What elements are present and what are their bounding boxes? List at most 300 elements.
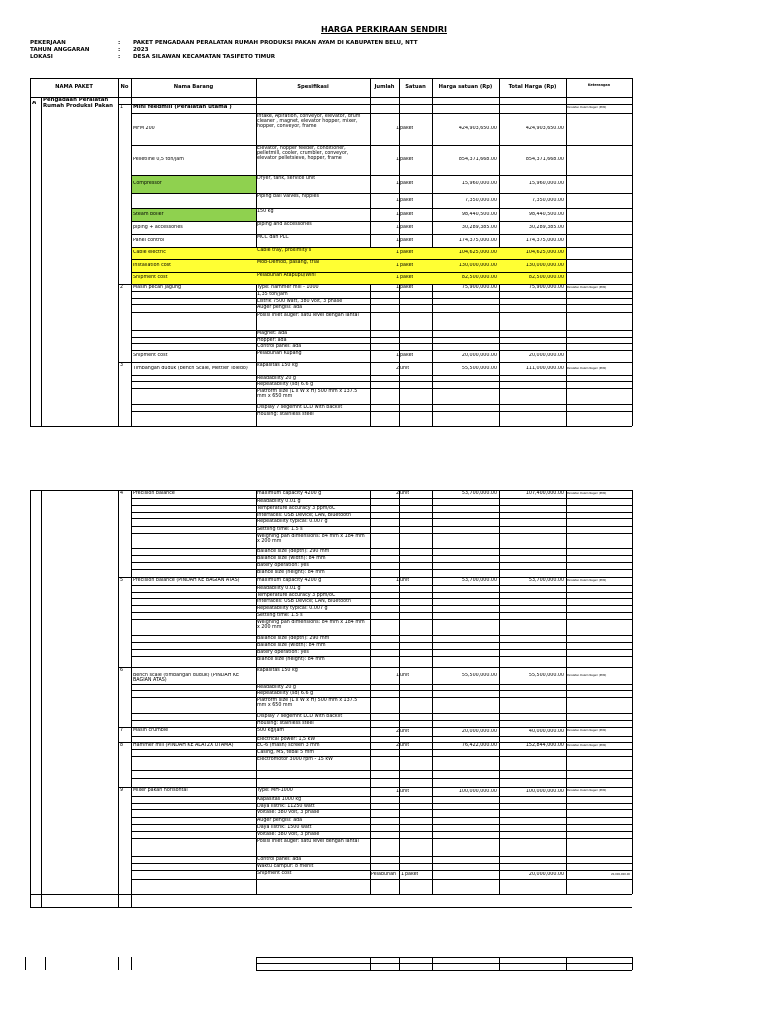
page-title: HARGA PERKIRAAN SENDIRI (321, 25, 447, 34)
grid-line (131, 605, 632, 606)
item-qty: 1 (395, 672, 399, 678)
grid-line (256, 963, 632, 964)
column-header: Harga satuan (Rp) (438, 84, 493, 90)
item-total: 98,440,500.00 (528, 211, 564, 217)
grid-line (131, 592, 632, 593)
item-spec: 500 kg/jam (257, 727, 285, 733)
item-total: 75,900,000.00 (528, 284, 564, 290)
item-unit-price: 20,000,000.00 (461, 353, 497, 359)
item-spec: Magnet: ada (257, 330, 288, 336)
item-unit: unit (400, 672, 410, 678)
grid-line (131, 803, 632, 804)
item-qty: 1 (395, 262, 399, 268)
grid-line (131, 555, 632, 556)
item-spec: Casing, MS, tebal 5 mm (257, 749, 315, 755)
grid-line (30, 490, 31, 894)
item-qty: 1 (395, 197, 399, 203)
item-qty: Pelabuhan (371, 871, 397, 877)
item-name: Timbangan duduk (bench Scale, Mettler Toledo) (133, 365, 248, 371)
column-header: NAMA PAKET (55, 84, 93, 90)
grid-line (131, 809, 632, 810)
grid-line (131, 548, 632, 549)
grid-line (370, 957, 371, 970)
grid-line (131, 697, 632, 698)
item-unit-price: 98,440,500.00 (461, 211, 497, 217)
item-spec: Interfaces: USB Device; LAN, Bluetooth (257, 512, 352, 518)
item-unit: paket (400, 224, 414, 230)
item-spec: maximum capacity 4200 g (257, 490, 322, 496)
item-spec: Weighing pan dimensions: 84 mm x 184 mm x 200 mm (257, 619, 365, 630)
grid-line (25, 957, 26, 970)
grid-line (131, 894, 132, 907)
item-unit: paket (400, 250, 414, 256)
grid-line (256, 957, 257, 970)
grid-line (632, 97, 633, 426)
grid-line (131, 193, 632, 194)
grid-line (499, 490, 500, 894)
item-unit: unit (400, 728, 410, 734)
item-note: 20,000,000.00 (611, 872, 630, 876)
item-spec: Interfaces: USB Device; LAN, Bluetooth (257, 598, 352, 604)
item-unit-price: 53,700,000.00 (461, 578, 497, 584)
column-header: Total Harga (Rp) (508, 84, 557, 90)
grid-line (131, 330, 632, 331)
item-name: Panel control (133, 237, 165, 243)
item-unit: paket (400, 197, 414, 203)
item-spec: Balance size (width): 84 mm (257, 642, 326, 648)
grid-line (131, 388, 632, 389)
item-unit: paket (400, 284, 414, 290)
item-unit-price: 75,900,000.00 (461, 284, 497, 290)
grid-line (131, 381, 632, 382)
item-number: 6 (120, 668, 124, 673)
item-unit-price: 76,422,000.00 (461, 742, 497, 748)
column-header: Keterangan (587, 83, 611, 87)
grid-line (566, 97, 567, 426)
item-spec: Housing: stainless steel (257, 720, 314, 726)
item-spec: Listrik 7500 watt, 380 volt, 3 phase (257, 298, 343, 304)
grid-line (632, 490, 633, 894)
item-spec: maximum capacity 4200 g (257, 577, 322, 583)
item-spec: 1,35 ton/jam (257, 291, 288, 297)
grid-line (41, 490, 42, 894)
item-total: 7,350,000.00 (531, 197, 564, 203)
grid-line (131, 512, 632, 513)
item-number: 2 (120, 285, 124, 290)
grid-line (499, 957, 500, 970)
grid-line (131, 78, 132, 97)
grid-line (131, 569, 632, 570)
item-note: Peralatan Dalam Negeri (PDN) (567, 744, 607, 747)
meta-label: LOKASI (30, 54, 53, 60)
meta-label: PEKERJAAN (30, 40, 66, 46)
grid-line (41, 894, 42, 907)
item-spec: Type: MH-1000 (257, 787, 293, 793)
grid-line (30, 907, 632, 908)
item-unit: paket (400, 275, 414, 281)
grid-line (499, 78, 500, 97)
grid-line (30, 78, 632, 79)
item-spec: kapasitas 150 kg (257, 362, 298, 368)
item-note: Peralatan Dalam Negeri (PDN) (567, 673, 607, 677)
item-qty: 2 (395, 491, 399, 497)
grid-line (131, 221, 632, 222)
grid-line (131, 749, 632, 750)
item-total: 174,375,000.00 (525, 237, 564, 243)
grid-line (45, 957, 46, 970)
grid-line (399, 78, 400, 97)
item-name: Installation cost (133, 262, 172, 268)
item-note: Peralatan Dalam Negeri (PDN) (567, 106, 607, 109)
item-spec: Balance size (depth): 290 mm (257, 635, 330, 641)
item-spec: kapasitas 150 kg (257, 667, 298, 673)
grid-line (131, 863, 632, 864)
item-qty: 1 (395, 578, 399, 584)
grid-line (131, 770, 632, 771)
item-qty: 1 (395, 181, 399, 187)
item-unit-price: 130,000,000.00 (458, 262, 497, 268)
item-unit: paket (400, 353, 414, 359)
item-name: Shipment cost (133, 275, 168, 280)
item-name: Mini feedmill (Peralatan utama ) (133, 105, 232, 110)
grid-line (131, 817, 632, 818)
grid-line (131, 585, 632, 586)
item-unit: paket (405, 871, 419, 877)
grid-line (432, 490, 433, 894)
item-qty: 2 (395, 728, 399, 734)
grid-line (131, 619, 632, 620)
grid-line (131, 831, 632, 832)
item-name: Precision balance (133, 491, 175, 496)
meta-label: TAHUN ANGGARAN (30, 47, 90, 53)
item-unit-price: 82,500,000.00 (461, 275, 497, 281)
grid-line (131, 505, 632, 506)
grid-line (131, 720, 632, 721)
item-qty: 1 (395, 275, 399, 281)
grid-line (632, 957, 633, 970)
item-unit: paket (400, 262, 414, 268)
item-name: Shipment cost (133, 353, 168, 358)
item-spec: Settling time: 1.5 s (257, 526, 303, 532)
item-spec: Dryer, tank, service unit (257, 175, 316, 181)
item-qty: 1 (395, 250, 399, 256)
section-letter: A (32, 101, 37, 106)
grid-line (256, 957, 632, 958)
grid-line (131, 337, 632, 338)
grid-line (131, 649, 632, 650)
item-total: 82,500,000.00 (528, 275, 564, 281)
item-qty: 2 (395, 365, 399, 371)
item-unit-price: 30,289,385.00 (461, 224, 497, 230)
item-spec: Display 7 segemnt LCD with backlit (257, 404, 343, 410)
item-qty: 1 (395, 211, 399, 217)
item-spec: 150 kg (257, 208, 274, 214)
item-note: Peralatan Dalam Negeri (PDN) (567, 789, 607, 792)
grid-line (131, 259, 632, 260)
item-unit-price: 104,625,000.00 (458, 250, 497, 256)
item-note: Peralatan Dalam Negeri (PDN) (567, 286, 607, 289)
grid-line (131, 684, 632, 685)
item-spec: Shipment cost (257, 870, 292, 876)
item-unit: paket (400, 126, 414, 132)
grid-line (118, 957, 119, 970)
grid-line (131, 291, 632, 292)
item-spec: Platform size (L x W x H) 500 mm x 137.5 mm x 650 mm (257, 388, 358, 399)
grid-line (131, 298, 632, 299)
grid-line (131, 247, 632, 248)
item-qty: 1 (395, 353, 399, 359)
item-unit: paket (400, 181, 414, 187)
item-name: MFM 200 (133, 126, 155, 131)
item-total: 424,903,650.00 (525, 126, 564, 132)
grid-line (131, 533, 632, 534)
grid-line (256, 970, 632, 971)
grid-line (566, 490, 567, 894)
item-spec: Batery operation: yes (257, 562, 309, 568)
item-note: Peralatan Dalam Negeri (PDN) (567, 729, 607, 732)
item-unit: unit (400, 578, 410, 584)
item-spec: Repeatability (sd) 6.6 g (257, 690, 314, 696)
item-total: 107,400,000.00 (525, 491, 564, 497)
item-name: Compressor (133, 181, 162, 186)
item-number: 7 (120, 728, 124, 733)
meta-value: 2023 (133, 47, 149, 53)
item-total: 111,000,000.00 (525, 365, 564, 371)
item-spec: Pelabuhan Atapupu/Wini (257, 272, 316, 278)
grid-line (131, 856, 632, 857)
grid-line (131, 362, 632, 363)
item-qty: 2 (395, 742, 399, 748)
item-name: Precision balance (PINDAH KE BAGIAN ATAS) (133, 578, 240, 583)
column-header: Satuan (405, 84, 426, 90)
grid-line (131, 312, 632, 313)
grid-line (131, 957, 132, 970)
item-total: 130,000,000.00 (525, 262, 564, 268)
grid-line (399, 957, 400, 970)
grid-line (131, 736, 632, 737)
item-spec: Blance size (height): 84 mm (257, 656, 325, 662)
grid-line (30, 894, 632, 895)
grid-line (131, 690, 632, 691)
grid-line (131, 879, 632, 880)
grid-line (30, 894, 31, 907)
item-total: 152,844,000.00 (525, 742, 564, 748)
grid-line (566, 957, 567, 970)
item-spec: EC-6 (mash) screen 3 mm (257, 742, 320, 748)
item-spec: Display 7 segemnt LCD with backlit (257, 713, 343, 719)
item-spec: Batery operation: yes (257, 649, 309, 655)
item-spec: Control panel: ada (257, 856, 302, 862)
item-unit-price: 20,000,000.00 (461, 728, 497, 734)
column-header: Nama Barang (173, 84, 214, 90)
grid-line (131, 145, 632, 146)
item-spec: Hopper: ada (257, 337, 287, 343)
grid-line (131, 490, 132, 894)
grid-line (30, 97, 31, 426)
item-note: Peralatan Dalam Negeri (PDN) (567, 492, 607, 495)
item-total: 20,000,000.00 (528, 871, 564, 877)
grid-line (131, 113, 632, 114)
item-spec: Posisi inlet auger: satu level dengan lantai (257, 312, 359, 318)
item-unit-price: 174,375,000.00 (458, 237, 497, 243)
item-unit: unit (400, 788, 410, 794)
item-note: Peralatan Dalam Negeri (PDN) (567, 579, 607, 582)
grid-line (30, 97, 632, 98)
item-qty: 1 (395, 157, 399, 163)
item-spec: Voltase: 380 volt, 3 phase (257, 809, 320, 815)
item-unit: unit (400, 491, 410, 497)
item-unit: paket (400, 157, 414, 163)
item-number: 8 (120, 743, 124, 748)
item-spec: Piping ball valves, nipples (257, 193, 319, 199)
grid-line (432, 78, 433, 97)
item-unit-price: 424,903,650.00 (458, 126, 497, 132)
item-spec: Readability 20 g (257, 375, 296, 381)
grid-line (131, 518, 632, 519)
grid-line (131, 498, 632, 499)
item-spec: Kapasitas 1000 kg (257, 796, 302, 802)
item-spec: Mob-Demob, pasang, trial (257, 259, 320, 265)
item-spec: Posisi inlet auger: satu level dengan lantai (257, 838, 359, 844)
item-spec: Balance size (width): 84 mm (257, 555, 326, 561)
item-unit-price: 55,500,000.00 (461, 365, 497, 371)
item-total: 40,000,000.00 (528, 728, 564, 734)
grid-line (131, 838, 632, 839)
item-total: 53,700,000.00 (528, 578, 564, 584)
item-unit: unit (400, 365, 410, 371)
item-spec: Electromotor 3000 rpm - 15 kW (257, 756, 333, 762)
grid-line (131, 756, 632, 757)
grid-line (131, 713, 632, 714)
item-spec: Repeatability typical: 0.007 g (257, 518, 328, 524)
item-qty: 1 (395, 224, 399, 230)
section-name: Pengadaan Peralatan Rumah Produksi Pakan (43, 97, 113, 109)
item-total: 15,960,000.00 (528, 181, 564, 187)
item-spec: Electrical power: 1,5 kW (257, 736, 316, 742)
item-spec: Temperature accuracy 3 ppm/oC (257, 592, 336, 598)
item-number: 1 (120, 105, 124, 110)
item-spec: Temperature accuracy 3 ppm/oC (257, 505, 336, 511)
grid-line (632, 78, 633, 97)
grid-line (131, 612, 632, 613)
item-spec: Blance size (height): 84 mm (257, 569, 325, 575)
grid-line (131, 208, 632, 209)
item-spec: Control panel: ada (257, 343, 302, 349)
grid-line (566, 78, 567, 97)
item-spec: Platform size (L x W x H) 500 mm x 137.5 mm x 650 mm (257, 697, 358, 708)
item-total: 100,000,000.00 (525, 788, 564, 794)
grid-line (131, 343, 632, 344)
grid-line (131, 635, 632, 636)
item-name: Mixer pakan horisontal (133, 788, 188, 793)
meta-colon: : (118, 47, 121, 53)
meta-value: PAKET PENGADAAN PERALATAN RUMAH PRODUKSI PAKAN AYAM DI KABUPATEN BELU, NTT (133, 40, 418, 46)
item-spec: Elevator, hopper feeder, conditioner, pelletmill, cooler, crumbler, conveyor, elevator pelletsieve, hopper, frame (257, 145, 349, 162)
item-unit: unit (400, 742, 410, 748)
item-spec: Housing: stainless steel (257, 411, 314, 417)
grid-line (118, 894, 119, 907)
item-total: 104,625,000.00 (525, 250, 564, 256)
item-spec: Readability 0.01 g (257, 498, 301, 504)
grid-line (131, 824, 632, 825)
item-total: 20,000,000.00 (528, 353, 564, 359)
grid-line (118, 490, 119, 894)
grid-line (131, 97, 132, 426)
grid-line (131, 562, 632, 563)
item-spec: Pelabuhan Kupang (257, 350, 302, 356)
item-total: 30,289,385.00 (528, 224, 564, 230)
grid-line (131, 526, 632, 527)
grid-line (118, 78, 119, 97)
grid-line (131, 667, 632, 668)
column-header: Spesifikasi (297, 84, 329, 90)
item-total: 854,371,668.00 (525, 157, 564, 163)
column-header: No (120, 84, 129, 90)
grid-line (432, 957, 433, 970)
grid-line (131, 404, 632, 405)
item-qty: 1 (395, 284, 399, 290)
meta-value: DESA SILAWAN KECAMATAN TASIFETO TIMUR (133, 54, 276, 60)
item-spec: Readability 0.01 g (257, 585, 301, 591)
grid-line (131, 234, 632, 235)
item-unit-price: 53,700,000.00 (461, 491, 497, 497)
item-qty: 1 (395, 788, 399, 794)
item-spec: Daya listrik: 11250 watt (257, 803, 315, 809)
grid-line (131, 272, 632, 273)
item-spec: Voltase: 380 volt, 3 phase (257, 831, 320, 837)
item-spec: Auger pengisi: ada (257, 304, 303, 310)
item-spec: Weighing pan dimensions: 84 mm x 184 mm x 200 mm (257, 533, 365, 544)
item-unit: paket (400, 211, 414, 217)
grid-line (41, 97, 42, 426)
item-number: 5 (120, 578, 124, 583)
item-spec: Balance size (depth): 290 mm (257, 548, 330, 554)
item-qty: 1 (395, 237, 399, 243)
grid-line (131, 175, 632, 176)
item-total: 55,500,000.00 (528, 672, 564, 678)
item-spec: Settling time: 1.5 s (257, 612, 303, 618)
item-unit-price: 7,350,000.00 (464, 197, 497, 203)
grid-line (131, 642, 632, 643)
item-spec: Intake, Apiration, conveyor, elevator, drum cleaner , magnet, elevator hopper, mixer, hopper, conveyor, frame (257, 113, 361, 130)
item-spec: Daya listrik: 1500 watt (257, 824, 312, 830)
grid-line (30, 426, 632, 427)
grid-line (131, 350, 632, 351)
grid-line (131, 796, 632, 797)
grid-line (370, 78, 371, 97)
column-header: Jumlah (374, 84, 395, 90)
grid-line (370, 490, 371, 894)
meta-colon: : (118, 54, 121, 60)
grid-line (131, 778, 632, 779)
item-note: Peralatan Dalam Negeri (PDN) (567, 366, 607, 370)
item-spec: Waktu campur: 8 menit (257, 863, 314, 869)
grid-line (30, 78, 31, 97)
item-name: Cable electric (133, 250, 166, 255)
item-spec: MCC dan PLC (257, 234, 289, 240)
grid-line (131, 598, 632, 599)
item-name: piping + accessories (133, 224, 183, 230)
grid-line (256, 78, 257, 97)
item-qty: 1 (400, 871, 404, 877)
meta-colon: : (118, 40, 121, 46)
item-qty: 1 (395, 126, 399, 132)
grid-line (131, 375, 632, 376)
item-spec: Repeatability typical: 0.007 g (257, 605, 328, 611)
item-spec: Readability 20 g (257, 684, 296, 690)
item-number: 3 (120, 363, 124, 368)
item-name: Bench scale (timbangan duduk) (PINDAH KE BAGIAN ATAS) (133, 672, 240, 683)
